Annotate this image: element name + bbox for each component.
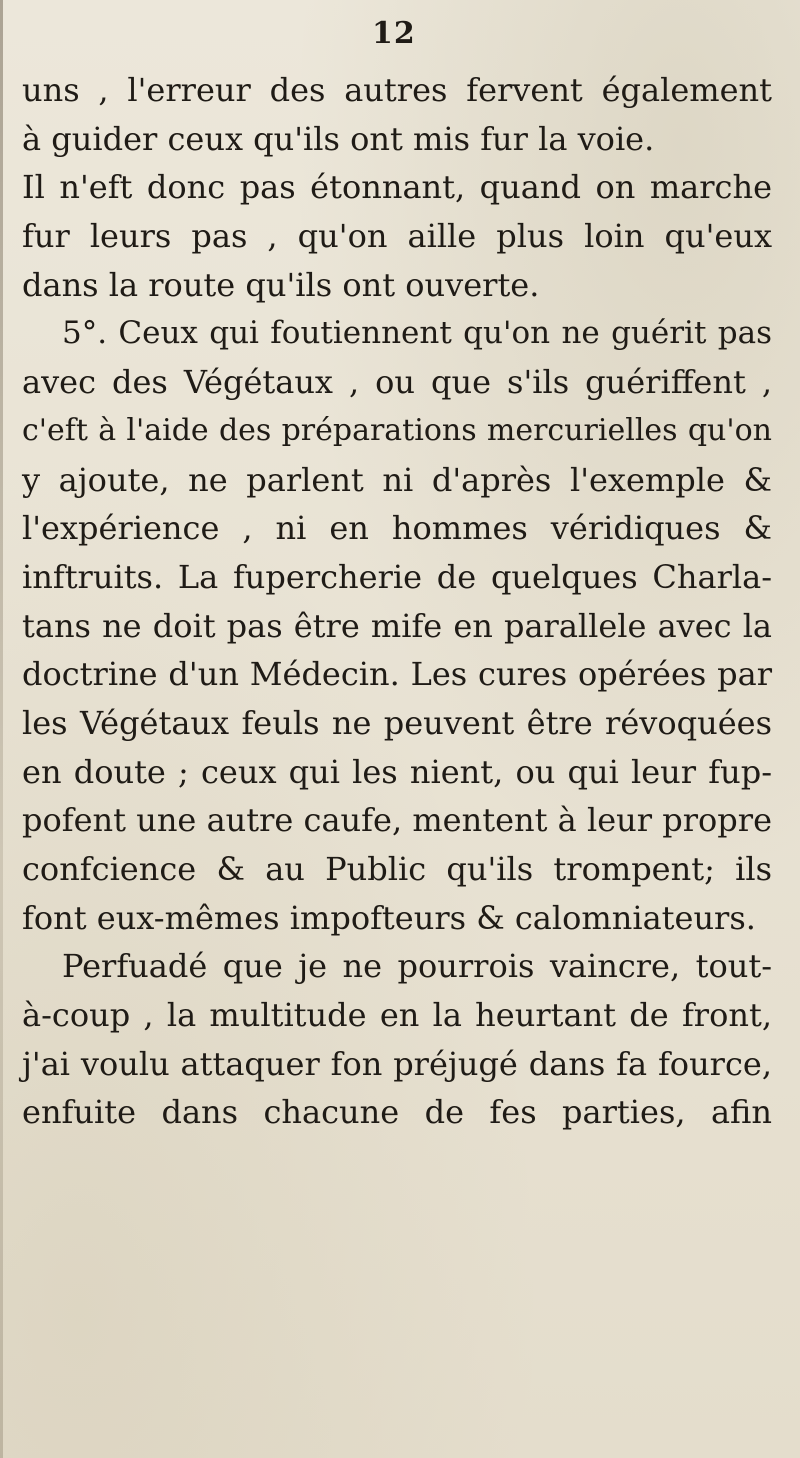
- text-line: font eux-mêmes impofteurs & calomniateurs.: [22, 898, 756, 937]
- text-line: l'expérience , ni en hommes véridiques &: [22, 509, 772, 548]
- text-line: uns , l'erreur des autres fervent également: [22, 71, 772, 109]
- text-line: Perfuadé que je ne pourrois vaincre, tout-: [62, 947, 772, 986]
- text-line: y ajoute, ne parlent ni d'après l'exemple &: [22, 460, 772, 499]
- text-line: c'eft à l'aide des préparations mercurielles qu'on: [22, 412, 772, 448]
- text-line: tans ne doit pas être mife en parallele avec la: [22, 606, 772, 645]
- text-line: fur leurs pas , qu'on aille plus loin qu'eux: [22, 217, 772, 256]
- body-text: [22, 66, 772, 1137]
- text-line: dans la route qu'ils ont ouverte.: [22, 265, 540, 304]
- page-number: 12: [372, 16, 416, 51]
- text-line: enfuite dans chacune de fes parties, afin: [22, 1093, 772, 1132]
- text-line: doctrine d'un Médecin. Les cures opérées par: [22, 655, 772, 694]
- text-line: avec des Végétaux , ou que s'ils guériffent ,: [22, 363, 772, 402]
- text-line: Il n'eft donc pas étonnant, quand on marche: [22, 168, 772, 207]
- text-line: j'ai voulu attaquer fon préjugé dans fa fource,: [22, 1044, 772, 1083]
- text-line: confcience & au Public qu'ils trompent; ils: [22, 850, 772, 888]
- text-line: en doute ; ceux qui les nient, ou qui leur fup-: [22, 752, 772, 791]
- text-line: 5°. Ceux qui foutiennent qu'on ne guérit pas: [62, 315, 772, 352]
- text-line: à guider ceux qu'ils ont mis fur la voie.: [22, 119, 655, 158]
- text-line: pofent une autre caufe, mentent à leur propre: [22, 801, 772, 840]
- page-gutter-edge: [0, 0, 3, 1458]
- text-line: les Végétaux feuls ne peuvent être révoquées: [22, 703, 772, 742]
- text-line: à-coup , la multitude en la heurtant de front,: [22, 996, 772, 1035]
- text-line: inftruits. La fupercherie de quelques Charla-: [22, 557, 772, 596]
